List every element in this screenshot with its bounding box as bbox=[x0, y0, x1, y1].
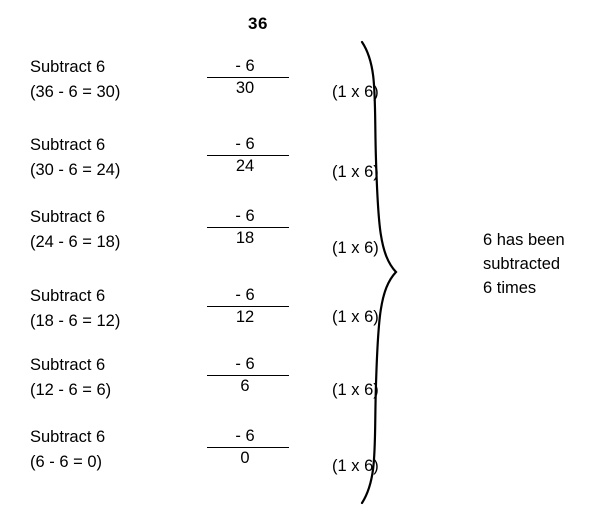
subtrahend-value: - 6 bbox=[235, 207, 255, 225]
subtraction-step-row bbox=[0, 425, 601, 505]
subtrahend-value: - 6 bbox=[235, 135, 255, 153]
step-equation: (24 - 6 = 18) bbox=[30, 233, 121, 251]
step-instruction: Subtract 6 bbox=[30, 287, 106, 305]
subtrahend-value: - 6 bbox=[235, 286, 255, 304]
step-description bbox=[30, 55, 205, 105]
vertical-subtraction bbox=[207, 286, 289, 327]
step-equation: (36 - 6 = 30) bbox=[30, 83, 121, 101]
subtrahend-value: - 6 bbox=[235, 355, 255, 373]
subtrahend-value: - 6 bbox=[235, 57, 255, 75]
step-instruction: Subtract 6 bbox=[30, 428, 106, 446]
vertical-subtraction bbox=[207, 427, 289, 468]
multiplication-note: (1 x 6) bbox=[332, 381, 379, 399]
subtraction-step-row bbox=[0, 133, 601, 213]
step-instruction: Subtract 6 bbox=[30, 356, 106, 374]
step-equation: (6 - 6 = 0) bbox=[30, 453, 102, 471]
conclusion-line-3: 6 times bbox=[483, 279, 537, 297]
step-instruction: Subtract 6 bbox=[30, 136, 106, 154]
step-description bbox=[30, 425, 205, 475]
difference-value: 6 bbox=[240, 377, 250, 395]
subtraction-step-row bbox=[0, 353, 601, 433]
multiplication-note: (1 x 6) bbox=[332, 163, 379, 181]
step-equation: (30 - 6 = 24) bbox=[30, 161, 121, 179]
multiplication-note: (1 x 6) bbox=[332, 457, 379, 475]
difference-value: 0 bbox=[240, 449, 250, 467]
vertical-subtraction bbox=[207, 57, 289, 98]
vertical-subtraction bbox=[207, 135, 289, 176]
step-equation: (18 - 6 = 12) bbox=[30, 312, 121, 330]
step-description bbox=[30, 284, 205, 334]
step-description bbox=[30, 133, 205, 183]
step-description bbox=[30, 353, 205, 403]
step-instruction: Subtract 6 bbox=[30, 58, 106, 76]
subtrahend-value: - 6 bbox=[235, 427, 255, 445]
difference-value: 12 bbox=[235, 308, 255, 326]
start-number: 36 bbox=[248, 14, 268, 33]
curly-brace-icon bbox=[358, 40, 398, 505]
step-equation: (12 - 6 = 6) bbox=[30, 381, 112, 399]
subtraction-step-row bbox=[0, 55, 601, 135]
difference-value: 30 bbox=[235, 79, 255, 97]
vertical-subtraction bbox=[207, 355, 289, 396]
conclusion-line-1: 6 has been bbox=[483, 231, 565, 249]
conclusion-text bbox=[483, 228, 598, 300]
multiplication-note: (1 x 6) bbox=[332, 308, 379, 326]
difference-value: 24 bbox=[235, 157, 255, 175]
vertical-subtraction bbox=[207, 207, 289, 248]
conclusion-line-2: subtracted bbox=[483, 255, 561, 273]
step-instruction: Subtract 6 bbox=[30, 208, 106, 226]
multiplication-note: (1 x 6) bbox=[332, 83, 379, 101]
difference-value: 18 bbox=[235, 229, 255, 247]
step-description bbox=[30, 205, 205, 255]
multiplication-note: (1 x 6) bbox=[332, 239, 379, 257]
